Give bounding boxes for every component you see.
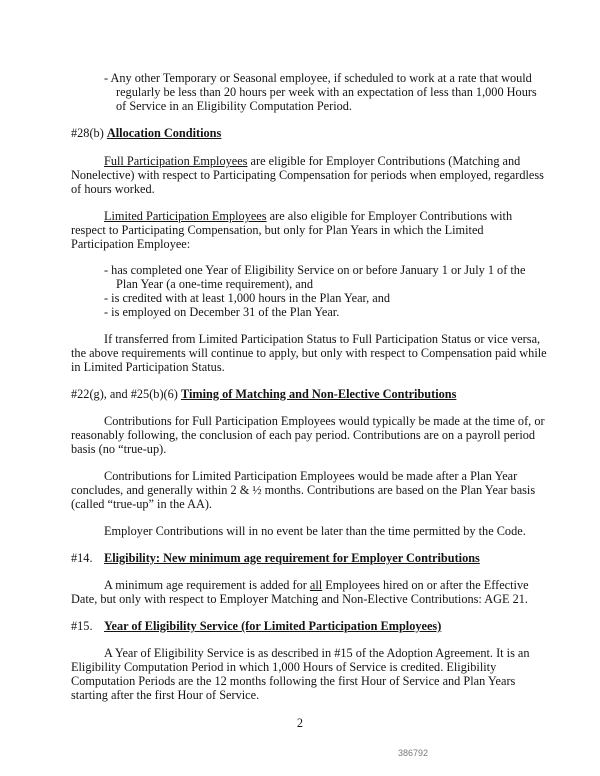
document-id: 386792	[398, 748, 429, 758]
full-participation-line-2: Nonelective) with respect to Participating Compensation for periods when employed, regardless	[71, 168, 544, 182]
timing-full-line-1: Contributions for Full Participation Employees would typically be made at the time of, or	[104, 414, 545, 428]
timing-code-line: Employer Contributions will in no event be later than the time permitted by the Code.	[104, 524, 526, 538]
limited-participation-line-1: Limited Participation Employees are also eligible for Employer Contributions with	[104, 209, 513, 223]
condition-eligibility-service: - has completed one Year of Eligibility Service on or before January 1 or July 1 of the	[104, 263, 526, 277]
defined-term: Full Participation Employees	[104, 154, 248, 168]
section-title: Timing of Matching and Non-Elective Contributions	[180, 387, 457, 401]
timing-limited-line-3: (called “true-up” in the AA).	[71, 497, 213, 511]
full-participation-line-3: of hours worked.	[71, 182, 155, 196]
section-number: #22(g), and #25(b)(6)	[71, 387, 181, 401]
emphasis-all: all	[309, 578, 323, 592]
defined-term: Limited Participation Employees	[104, 209, 267, 223]
section-number-14: #14.	[71, 551, 93, 565]
condition-eligibility-service-cont: Plan Year (a one-time requirement), and	[116, 277, 314, 291]
section-number-15: #15.	[71, 619, 93, 633]
section-heading-22g	[71, 387, 456, 402]
age-requirement-line-1: A minimum age requirement is added for all Employees hired on or after the Effective	[104, 578, 529, 592]
eligibility-service-line-4: starting after the first Hour of Service.	[71, 688, 260, 702]
section-title-15: Year of Eligibility Service (for Limited Participation Employees)	[104, 619, 442, 633]
limited-participation-line-2: respect to Participating Compensation, but only for Plan Years in which the Limited	[71, 223, 484, 237]
eligibility-service-line-3: Computation Periods are the 12 months following the first Hour of Service and Plan Years	[71, 674, 516, 688]
eligibility-service-line-1: A Year of Eligibility Service is as described in #15 of the Adoption Agreement. It is an	[104, 646, 530, 660]
timing-full-line-2: reasonably following, the conclusion of each pay period. Contributions are on a payroll period	[71, 428, 536, 442]
section-heading-28b	[71, 126, 221, 141]
bullet-temporary-line-3: of Service in an Eligibility Computation Period.	[116, 99, 353, 113]
timing-limited-line-1: Contributions for Limited Participation Employees would be made after a Plan Year	[104, 469, 518, 483]
full-participation-line-1: Full Participation Employees are eligible for Employer Contributions (Matching and	[104, 154, 521, 168]
age-requirement-line-2: Date, but only with respect to Employer Matching and Non-Elective Contributions: AGE 21.	[71, 592, 528, 606]
bullet-temporary-line-2: regularly be less than 20 hours per week with an expectation of less than 1,000 Hours	[116, 85, 537, 99]
transfer-line-2: the above requirements will continue to apply, but only with respect to Compensation paid while	[71, 346, 547, 360]
limited-participation-line-3: Participation Employee:	[71, 237, 191, 251]
transfer-line-3: in Limited Participation Status.	[71, 360, 225, 374]
condition-employed: - is employed on December 31 of the Plan Year.	[104, 305, 340, 319]
timing-limited-line-2: concludes, and generally within 2 & ½ months. Contributions are based on the Plan Year basis	[71, 483, 536, 497]
condition-hours: - is credited with at least 1,000 hours in the Plan Year, and	[104, 291, 391, 305]
bullet-temporary-line-1: - Any other Temporary or Seasonal employee, if scheduled to work at a rate that would	[104, 71, 532, 85]
eligibility-service-line-2: Eligibility Computation Period in which 1,000 Hours of Service is credited. Eligibility	[71, 660, 497, 674]
page-number: 2	[296, 716, 304, 730]
section-title: Allocation Conditions	[106, 126, 222, 140]
section-number: #28(b)	[71, 126, 107, 140]
section-title-14: Eligibility: New minimum age requirement for Employer Contributions	[104, 551, 480, 565]
timing-full-line-3: basis (no “true-up).	[71, 442, 167, 456]
transfer-line-1: If transferred from Limited Participation Status to Full Participation Status or vice versa,	[104, 332, 541, 346]
